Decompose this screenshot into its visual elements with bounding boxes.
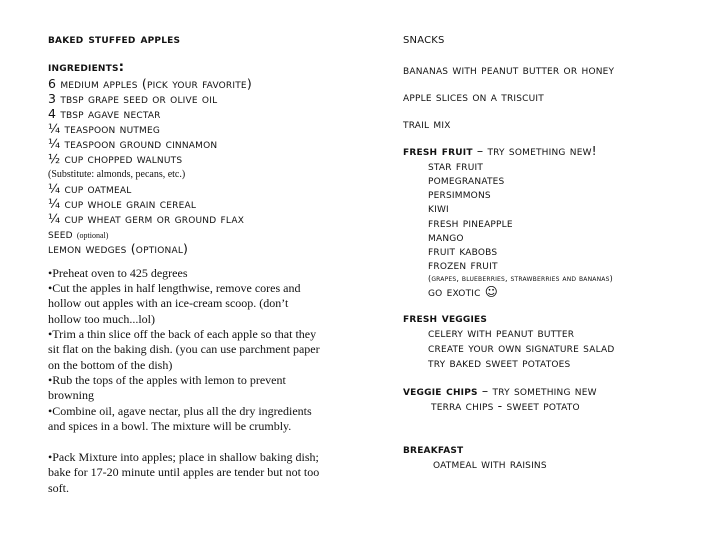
breakfast-item: oatmeal with raisins [433, 456, 547, 471]
ingredient-item: 3 tbsp grape seed or olive oil [48, 91, 218, 106]
step-item: •Rub the tops of the apples with lemon to prevent browning [48, 373, 286, 403]
veggie-item: create your own signature salad [428, 340, 615, 355]
ingredient-item: ¼ cup whole grain cereal [48, 196, 197, 211]
ingredients-heading: ingredients: [48, 59, 125, 75]
fruit-note: (grapes, blueberries, strawberries and bananas) [428, 274, 613, 283]
veggie-item: celery with peanut butter [428, 325, 575, 340]
fruit-item: persimmons [428, 186, 491, 201]
ingredient-item: ¼ cup wheat germ or ground flax [48, 211, 245, 226]
step-item: •Combine oil, agave nectar, plus all the dry ingredients and spices in a bowl. The mixture will be crumbly. [48, 404, 312, 434]
go-exotic: go exotic ☺ [428, 284, 499, 299]
step-item: •Pack Mixture into apples; place in shallow baking dish; bake for 17-20 minute until apples are tender but not too soft. [48, 450, 320, 495]
ingredient-item: ¼ cup oatmeal [48, 181, 132, 196]
substitute-note: (Substitute: almonds, pecans, etc.) [48, 169, 186, 180]
ingredient-item: lemon wedges (optional) [48, 241, 189, 256]
fresh-fruit-heading: fresh fruit [403, 143, 473, 158]
veggie-chips-suffix: – try something new [477, 383, 597, 398]
recipe-title: baked stuffed apples [48, 31, 181, 47]
snack-item: trail mix [403, 116, 451, 131]
fruit-item: fresh pineapple [428, 215, 513, 230]
fruit-item: pomegranates [428, 172, 505, 187]
fresh-fruit-heading-line [403, 143, 597, 158]
step-item: •Cut the apples in half lengthwise, remove cores and hollow out apples with an ice-cream scoop. (don’t hollow too much...lol) [48, 281, 301, 326]
ingredient-item: 6 medium apples (pick your favorite) [48, 76, 252, 91]
snack-item: bananas with peanut butter or honey [403, 62, 615, 77]
fruit-item: kiwi [428, 200, 449, 215]
snack-item: apple slices on a triscuit [403, 89, 544, 104]
fruit-item: fruit kabobs [428, 243, 498, 258]
fruit-item: frozen fruit [428, 257, 498, 272]
fresh-fruit-suffix: – try something new! [472, 143, 597, 158]
fruit-item: star fruit [428, 158, 484, 173]
ingredient-item: ½ cup chopped walnuts [48, 151, 183, 166]
veggie-chips-heading: veggie chips [403, 383, 478, 398]
step-item: •Trim a thin slice off the back of each apple so that they sit flat on the baking dish. (you can use parchment paper on the bottom of the dish) [48, 327, 320, 372]
step-item: •Preheat oven to 425 degrees [48, 266, 188, 280]
ingredient-item: ¼ teaspoon nutmeg [48, 121, 161, 136]
breakfast-heading: breakfast [403, 441, 464, 456]
optional-note: (optional) [76, 231, 109, 240]
fresh-veggies-heading: fresh veggies [403, 310, 488, 325]
veggie-chips-heading-line [403, 383, 597, 398]
seed-word: seed [48, 226, 73, 241]
snacks-title: snacks [403, 31, 445, 47]
ingredient-item: ¼ teaspoon ground cinnamon [48, 136, 218, 151]
ingredient-item: 4 tbsp agave nectar [48, 106, 161, 121]
chips-item: terra chips - sweet potato [431, 398, 580, 413]
veggie-item: try baked sweet potatoes [428, 355, 571, 370]
fruit-item: mango [428, 229, 464, 244]
